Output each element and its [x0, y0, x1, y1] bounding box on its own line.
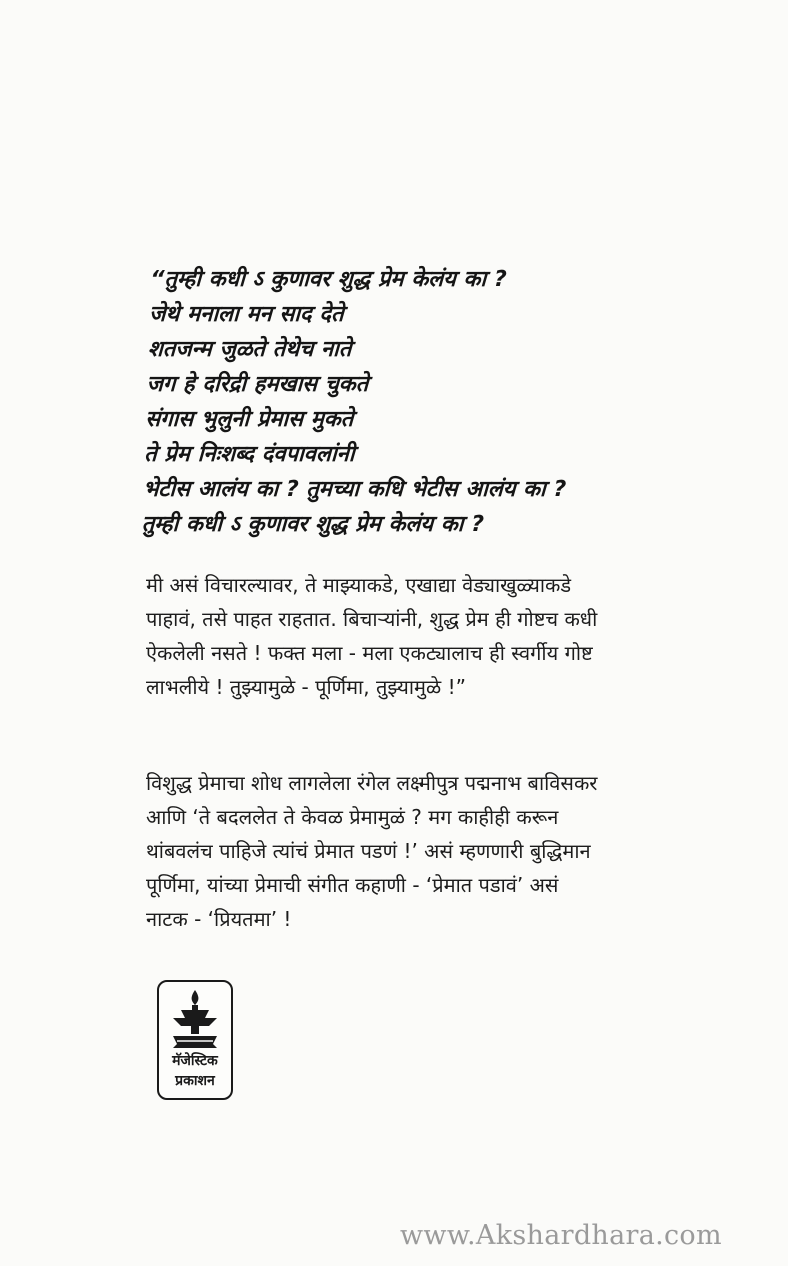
- publisher-name-line-1: मॅजेस्टिक: [172, 1053, 218, 1069]
- paragraph-line: लाभलीये ! तुझ्यामुळे - पूर्णिमा, तुझ्यामुळे !”: [146, 675, 466, 699]
- paragraph-one: [146, 568, 716, 704]
- verse-line: “तुम्ही कधी ऽ कुणावर शुद्ध प्रेम केलंय का ?: [149, 267, 507, 292]
- verse-block: [141, 262, 711, 542]
- publisher-name-line-2: प्रकाशन: [175, 1073, 215, 1089]
- verse-line: ते प्रेम निःशब्द दंवपावलांनी: [143, 442, 355, 467]
- publisher-logo: [157, 980, 233, 1100]
- paragraph-line: मी असं विचारल्यावर, ते माझ्याकडे, एखाद्या वेड्याखुळ्याकडे: [146, 573, 572, 597]
- paragraph-line: थांबवलंच पाहिजे त्यांचं प्रेमात पडणं !’ असं म्हणणारी बुद्धिमान: [146, 839, 591, 863]
- paragraph-line: पूर्णिमा, यांच्या प्रेमाची संगीत कहाणी - ‘प्रेमात पडावं’ असं: [146, 873, 559, 897]
- oil-lamp-icon: [169, 988, 221, 1050]
- paragraph-line: विशुद्ध प्रेमाचा शोध लागलेला रंगेल लक्ष्मीपुत्र पद्मनाभ बाविसकर: [146, 771, 598, 795]
- paragraph-line: ऐकलेली नसते ! फक्त मला - मला एकट्यालाच ही स्वर्गीय गोष्ट: [146, 641, 593, 665]
- paragraph-line: पाहावं, तसे पाहत राहतात. बिचाऱ्यांनी, शुद्ध प्रेम ही गोष्टच कधी: [146, 607, 598, 631]
- verse-line: भेटीस आलंय का ? तुमच्या कधि भेटीस आलंय का ?: [142, 477, 567, 502]
- paragraph-two: [146, 766, 716, 936]
- website-watermark: www.Akshardhara.com: [400, 1220, 722, 1251]
- verse-line: शतजन्म जुळते तेथेच नाते: [147, 337, 352, 362]
- verse-line: जग हे दरिद्री हमखास चुकते: [146, 372, 369, 397]
- verse-line: संगास भुलुनी प्रेमास मुकते: [144, 407, 354, 432]
- verse-line: जेथे मनाला मन साद देते: [148, 302, 345, 327]
- paragraph-line: आणि ‘ते बदललेत ते केवळ प्रेमामुळं ? मग काहीही करून: [146, 805, 559, 829]
- paragraph-line: नाटक - ‘प्रियतमा’ !: [146, 907, 292, 931]
- verse-line: तुम्ही कधी ऽ कुणावर शुद्ध प्रेम केलंय का ?: [141, 512, 485, 537]
